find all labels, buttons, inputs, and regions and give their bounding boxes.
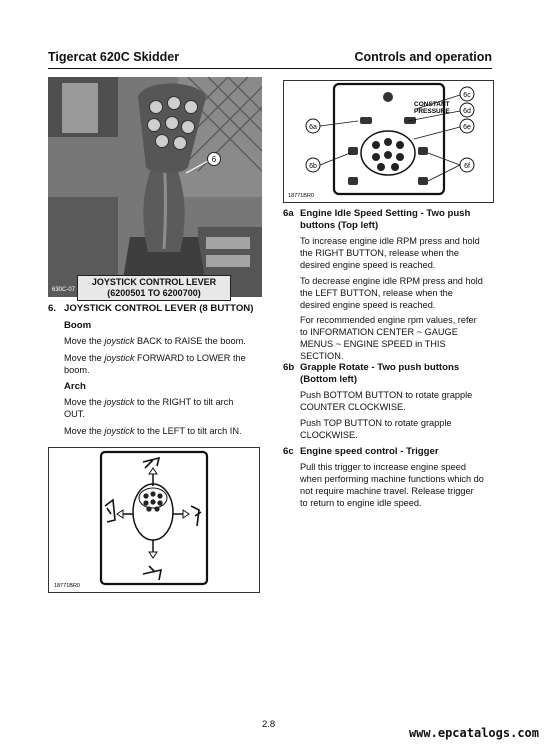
s6a-title: Engine Idle Speed Setting - Two push buttons (Top left) bbox=[300, 208, 471, 231]
figure2-code: 18771BR0 bbox=[54, 583, 80, 589]
callout-6f: 6f bbox=[464, 163, 470, 170]
callout-6e: 6e bbox=[463, 124, 471, 131]
s6b-title: Grapple Rotate - Two push buttons (Bottom left) bbox=[300, 362, 460, 385]
photo-caption-line2: (6200501 TO 6200700) bbox=[107, 288, 201, 298]
item-6-title: JOYSTICK CONTROL LEVER (8 BUTTON) bbox=[64, 303, 254, 314]
s6c-para-1: Pull this trigger to increase engine speed when performing machine functions which do not require machine travel. Release trigger to return to engine idle speed. bbox=[300, 462, 484, 508]
photo-callout-6: 6 bbox=[211, 155, 217, 164]
photo-code: 630C-07 bbox=[52, 287, 76, 293]
header-rule bbox=[48, 68, 492, 69]
photo-caption bbox=[77, 275, 231, 301]
item-6-number: 6. bbox=[48, 303, 57, 314]
s6a-para-2: To decrease engine idle RPM press and hold the LEFT BUTTON, release when the desired engine speed is reached. bbox=[300, 276, 483, 310]
figure1-code: 18771BR0 bbox=[288, 193, 314, 199]
s6c-title: Engine speed control - Trigger bbox=[300, 446, 439, 457]
callout-6a: 6a bbox=[309, 124, 317, 131]
manual-title: Tigercat 620C Skidder bbox=[48, 50, 180, 64]
callout-6d: 6d bbox=[463, 108, 471, 115]
watermark-url: www.epcatalogs.com bbox=[408, 726, 539, 740]
boom-para-1: Move the joystick BACK to RAISE the boom. bbox=[64, 336, 246, 346]
joystick-photo-drawing bbox=[48, 77, 262, 297]
s6a-number: 6a bbox=[283, 208, 294, 219]
arch-para-1: Move the joystick to the RIGHT to tilt arch OUT. bbox=[64, 397, 234, 419]
arch-para-2: Move the joystick to the LEFT to tilt arch IN. bbox=[64, 426, 242, 436]
constant-pressure-label-1: CONSTANT bbox=[414, 101, 450, 108]
s6a-para-1: To increase engine idle RPM press and hold the RIGHT BUTTON, release when the desired engine speed is reached. bbox=[300, 236, 480, 270]
button-layout-figure bbox=[283, 80, 494, 203]
callout-6b: 6b bbox=[309, 163, 317, 170]
callout-6c: 6c bbox=[463, 92, 471, 99]
constant-pressure-label-2: PRESSURE bbox=[414, 108, 450, 115]
s6a-para-3: For recommended engine rpm values, refer to INFORMATION CENTER ~ GAUGE MENUS ~ ENGINE SPEED in THIS SECTION. bbox=[300, 315, 477, 361]
boom-para-2: Move the joystick FORWARD to LOWER the boom. bbox=[64, 353, 246, 375]
arch-heading: Arch bbox=[64, 381, 86, 392]
joystick-movement-figure bbox=[48, 447, 260, 593]
page-number: 2.8 bbox=[262, 719, 276, 730]
s6b-number: 6b bbox=[283, 362, 295, 373]
s6b-para-1: Push BOTTOM BUTTON to rotate grapple COUNTER CLOCKWISE. bbox=[300, 390, 473, 412]
photo-caption-line1: JOYSTICK CONTROL LEVER bbox=[91, 277, 217, 287]
section-title: Controls and operation bbox=[354, 50, 492, 64]
boom-heading: Boom bbox=[64, 320, 92, 331]
joystick-photo bbox=[48, 77, 262, 297]
s6b-para-2: Push TOP BUTTON to rotate grapple CLOCKWISE. bbox=[300, 418, 452, 440]
joystick-movement-diagram bbox=[49, 448, 259, 592]
button-layout-diagram bbox=[284, 81, 493, 202]
s6c-number: 6c bbox=[283, 446, 294, 457]
